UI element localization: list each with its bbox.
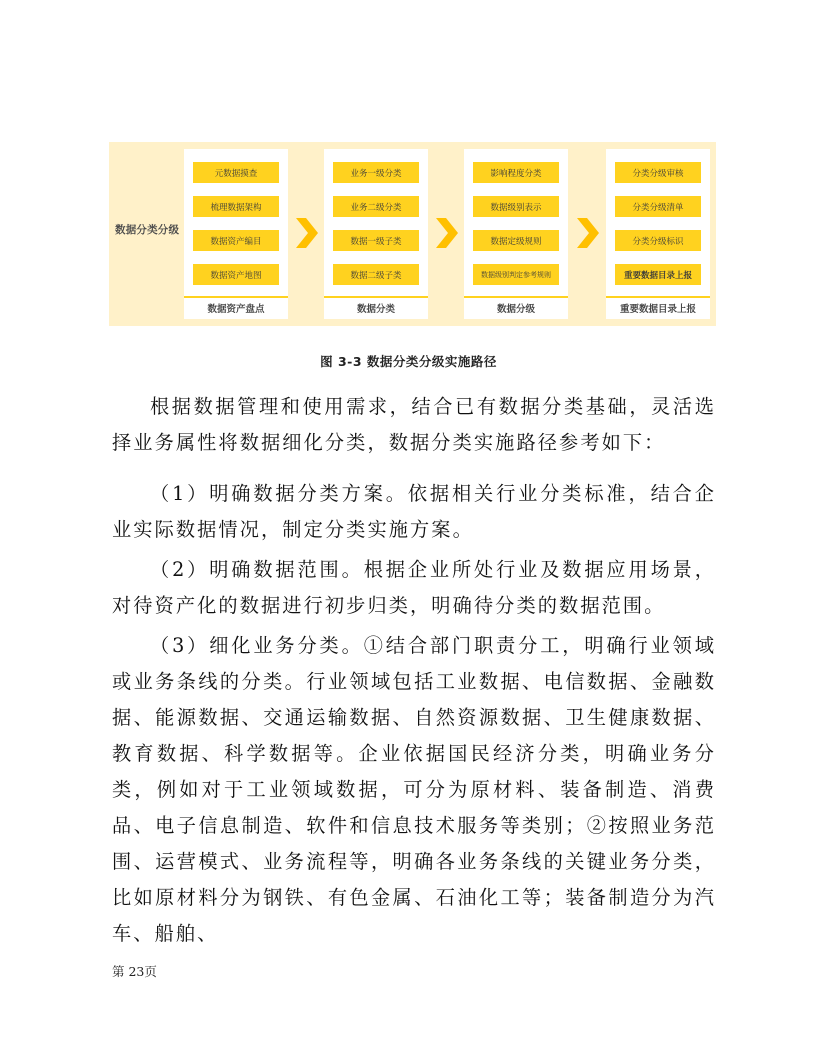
panel-divider [324,296,428,298]
process-figure [109,142,716,326]
panel-divider [184,296,288,298]
panel-divider [606,296,710,298]
chevron-right-icon [577,218,599,248]
step-chip: 数据级别判定参考规则 [473,264,559,285]
figure-side-label: 数据分类分级 [115,224,180,236]
panel-divider [464,296,568,298]
panel-title: 数据分类 [356,304,395,315]
step-chip: 数据级别表示 [473,196,559,217]
step-chip: 分类分级审核 [615,162,701,183]
step-chip: 分类分级清单 [615,196,701,217]
panel-title: 数据资产盘点 [207,304,265,315]
body-paragraph: 根据数据管理和使用需求，结合已有数据分类基础，灵活选择业务属性将数据细化分类，数据分类实施路径参考如下： [112,395,716,454]
chevron-right-icon [436,218,458,248]
chevron-right-icon [296,218,318,248]
body-paragraph: （1）明确数据分类方案。依据相关行业分类标准，结合企业实际数据情况，制定分类实施方案。 [112,482,716,541]
panel-title: 重要数据目录上报 [619,304,696,315]
step-chip: 梳理数据架构 [193,196,279,217]
step-chip: 影响程度分类 [473,162,559,183]
step-chip: 重要数据目录上报 [615,264,701,285]
panel-asset-inventory [184,149,288,319]
step-chip: 元数据摸查 [193,162,279,183]
panel-grading [464,149,568,319]
figure-caption: 图 3-3 数据分类分级实施路径 [320,354,497,369]
step-chip: 数据资产编目 [193,230,279,251]
panel-important-data-report [606,149,710,319]
body-paragraph: （3）细化业务分类。①结合部门职责分工，明确行业领域或业务条线的分类。行业领域包括工业数据、电信数据、金融数据、能源数据、交通运输数据、自然资源数据、卫生健康数据、教育数据、科学数据等。企业依据国民经济分类，明确业务分类，例如对于工业领域数据，可分为原材料、装备制造、消费品、电子信息制造、软件和信息技术服务等类别；②按照业务范围、运营模式、业务流程等，明确各业务条线的关键业务分类，比如原材料分为钢铁、有色金属、石油化工等；装备制造分为汽车、船舶、 [112,634,716,945]
step-chip: 业务二级分类 [333,196,419,217]
step-chip: 数据一级子类 [333,230,419,251]
step-chip: 分类分级标识 [615,230,701,251]
step-chip: 数据二级子类 [333,264,419,285]
step-chip: 业务一级分类 [333,162,419,183]
panel-title: 数据分级 [496,304,535,315]
step-chip: 数据定级规则 [473,230,559,251]
step-chip: 数据资产地图 [193,264,279,285]
page-number: 第 23页 [112,964,157,979]
body-paragraph: （2）明确数据范围。根据企业所处行业及数据应用场景，对待资产化的数据进行初步归类，明确待分类的数据范围。 [112,558,716,617]
panel-classification [324,149,428,319]
